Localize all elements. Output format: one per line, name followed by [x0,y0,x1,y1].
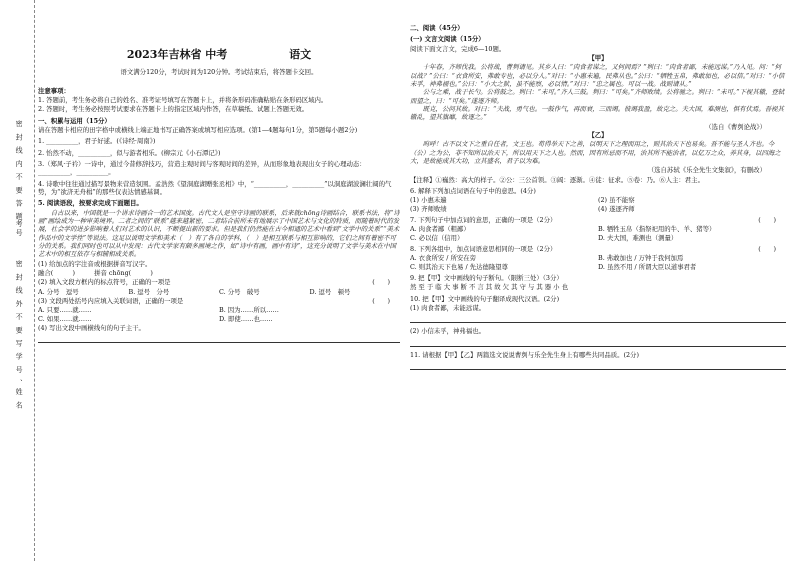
answer-paren[interactable]: ( ) [372,296,390,305]
text-jia-label: 【甲】 [588,53,608,62]
option-c[interactable]: C. 分号 破号 [219,287,260,296]
text-jia: 十年春，齐师伐我。公将战，曹刿请见。其乡人曰：“肉食者谋之，又何间焉？”刿曰：“肉食者鄙，未能远谋。”乃入见。问：“何以战？”公曰：“衣食所安，弗敢专也，必以分人。”对曰：“小惠未遍，民弗从也。”公曰：“牺牲玉帛，弗敢加也，必以信。”对曰：“小信未孚，神弗福也。”公曰：“小大之狱，虽不能察，必以情。”对曰：“忠之属也。可以一战。战则请从。” 公与之乘，战于长勺。公将鼓之。刿曰：“未可。”齐人三鼓。刿曰：“可矣。”齐师败绩。公将驰之。刿曰：“未可。”下视其辙，登轼而望之，曰：“可矣。”遂逐齐师。 既克，公问其故。对曰：“夫战，勇气也。一鼓作气，再而衰，三而竭。彼竭我盈，故克之。夫大国，难测也，惧有伏焉。吾视其辙乱，望其旗靡，故逐之。” [410,63,785,122]
question-5-1: (1) 给加点的字注音或根据拼音写汉字。 [38,259,152,268]
question-4: 4. 诗歌中往往通过描写景物来营造氛围。孟浩然《望洞庭湖赠张丞相》中，“__________，__________”以洞庭湖波澜壮阔的气势，为“欲济无舟楫”的那些仅表达情感基调。 [38,179,392,196]
notice-1: 1. 答题前，考生务必将自己的姓名、准考证号填写在答题卡上，并将条形码准确粘贴在条形码区域内。 [38,95,328,104]
seal-line-bottom: 密 封 线 外 不 要 写 学 号 、姓 名 [15,260,24,411]
option-c[interactable]: C. 如果……就…… [38,314,92,323]
section1-intro: 请在答题卡相应的田字格中或横线上端正地书写正确答案或填写相应选项。(第1—4题每句1分，第5题每小题2分) [38,125,358,134]
answer-line[interactable] [410,314,786,323]
q6-item-4: (4) 遂逐齐师 [598,204,635,213]
question-9: 9. 把【甲】文中画线的句子断句。（限断三处）（3分） [410,273,563,282]
question-8: 8. 下列各组中，加点词语意思相同的一项是（2分） ( ) [410,244,776,253]
question-6-items [410,196,786,213]
right-page [410,0,786,561]
answer-line[interactable] [410,338,786,347]
exam-year-title: 2023年吉林省 中考 [126,48,228,61]
exam-title [38,48,400,62]
notice-2: 2. 答题时，考生务必按照考试要求在答题卡上的指定区域内作答，在草稿纸、试题上答题无效。 [38,105,309,114]
question-10-2: (2) 小信未孚，神弗福也。 [410,327,485,336]
text-yi-source: （选自苏轼《乐全先生文集叙》，有删改） [647,166,766,175]
exam-subject: 语文 [289,48,312,61]
text-jia-source: （选自《曹刿论战》） [705,122,766,131]
text-yi: 呜呼！古不以文下之重自任者，文王也。苟得举天下之善，以明天下之理而用之，则其治天下也易矣。吾不能与圣人齐也。今（公）之为公，非不知所以治天下，所以用天下之人也。然而，因有所忌而不用，治其所不能治者，以亿万之众，养其身，以四海之大，是故能成其大功，立其盛名，君子以为难。 [410,140,781,165]
notice-title: 注意事项： [38,86,70,95]
question-10: 10. 把【甲】文中画线的句子翻译成现代汉语。(2分) [410,294,560,303]
exam-number-label: 考号 [15,220,24,238]
answer-line[interactable] [410,361,786,370]
question-3: 3.（郑风·子衿）一诗中，通过今昔修辞技巧，营造主观时间与客观时间的差异，从而形象地表现出女子的心理动态：__________，__________。 [38,159,366,177]
option-a[interactable]: A. 衣食所安 / 所安在旁 [410,254,477,263]
option-c[interactable]: C. 则其治天下也易 / 先达德隆望尊 [410,262,509,271]
option-d[interactable]: D. 夫大国，难测也（测量） [598,233,678,242]
sub1-intro: 阅读下面文言文，完成6—10题。 [410,44,506,53]
question-5-3: (3) 文段两处括号内应填入关联词语，正确的一项是 ( ) [38,296,390,305]
question-5-4: (4) 写出文段中画横线句的句子主干。 [38,323,145,332]
seal-line-top: 密 封 线 内 不 要 答 题 [15,120,24,222]
option-b[interactable]: B. 弗敢加也 / 万钟于我何加焉 [598,254,684,263]
answer-line[interactable] [38,334,400,343]
question-5-1-blanks: 融合( ) 拼音 chōng( ) [38,268,153,277]
option-a[interactable]: A. 只要……就…… [38,306,92,315]
sub1-title: (一) 文言文阅读（15分） [410,35,485,44]
option-b[interactable]: B. 因为……所以…… [219,306,279,315]
answer-paren[interactable]: ( ) [372,278,390,287]
question-6: 6. 解释下列加点词语在句子中的意思。(4分) [410,186,536,195]
section2-title: 二、阅读（45分） [410,24,464,32]
q6-item-3: (3) 齐师败绩 [410,204,447,213]
left-page [38,0,400,561]
option-d[interactable]: D. 即使……也…… [219,314,273,323]
question-5-3-options [38,306,400,323]
option-d[interactable]: D. 逗号 顿号 [309,287,351,296]
question-5-2-options [38,288,400,296]
question-5-2: (2) 填入文段方框内的标点符号，正确的一项是 ( ) [38,278,390,287]
section1-title: 一、积累与运用（15分） [38,116,111,125]
question-8-options [410,254,786,271]
option-d[interactable]: D. 虽然不用 / 所谓大臣以道事君者 [598,262,697,271]
question-9-text[interactable]: 然 至 于 临 大 事 断 不 言 其 故 欠 其 守 与 其 器 小 也 [410,283,568,292]
answer-paren[interactable]: ( ) [758,244,776,253]
answer-paren[interactable]: ( ) [758,215,776,224]
question-11: 11. 请根据【甲】【乙】两篇选文说说曹刿与乐全先生身上有哪些共同品质。(2分) [410,350,639,359]
q6-item-1: (1) 小惠未遍 [410,196,447,205]
binding-margin [0,0,35,561]
question-2: 2. 怡然不动，__________，似与游者相乐。(柳宗元《小石潭记》) [38,148,221,157]
option-a[interactable]: A. 肉食者鄙（粗鄙） [410,225,470,234]
q6-item-2: (2) 虽不能察 [598,196,635,205]
question-10-1: (1) 肉食者鄙，未能远谋。 [410,303,485,312]
question-7-options [410,225,786,242]
option-c[interactable]: C. 必以信（信用） [410,233,464,242]
option-b[interactable]: B. 牺牲玉帛（指祭祀用的牛、羊、猪等） [598,225,716,234]
question-7: 7. 下列句子中加点词的意思，正确的一项是（2分） ( ) [410,215,776,224]
reading-passage: 自古以来，中国就是一个讲求诗画合一的艺术国度。古代文人是坚守诗画的联系，后来就chōng诗画结合，联系书法，将“诗画”画绘成为一种审美境界。二者之间的“联系”越来越紧密，二者结合前所未有地展示了中国艺术与文化的特质，而随着时代的发展，社会学的进步影响着人们对艺术的认识，不断提出新的要求。但是我们仍然能在古今相通的艺术中看到“文学中的关系”“美术作品中的文学性”等说法。这足以说明文学和美术（ ）有了各自的学科，（ ）是相互联系与相互影响的，它们之间有着密不可分的关系。我们同时也可以从中发现：古代文学家有颇多画境之作，如“诗中有画，画中有诗”，这充分说明了文学与美术在中国艺术中的相互依存与相辅相成关系。 [38,208,400,259]
score-note: 语文满分120分，考试时间为120分钟。考试结束后，将答题卡交回。 [120,68,318,77]
option-b[interactable]: B. 逗号 分号 [128,287,170,296]
question-1: 1. __________，君子好逑。(《诗经·周南》) [38,137,156,146]
option-a[interactable]: A. 分号 逗号 [38,287,79,296]
question-5-title: 5. 阅读语段，按要求完成下面题目。 [38,199,143,208]
text-yi-label: 【乙】 [588,130,608,139]
annotations: 【注释】①巍然：高大的样子。②公：三公首领。③阔：逐渐。④徒：征求。⑤卷：乃。⑥人主：君主。 [410,175,704,184]
